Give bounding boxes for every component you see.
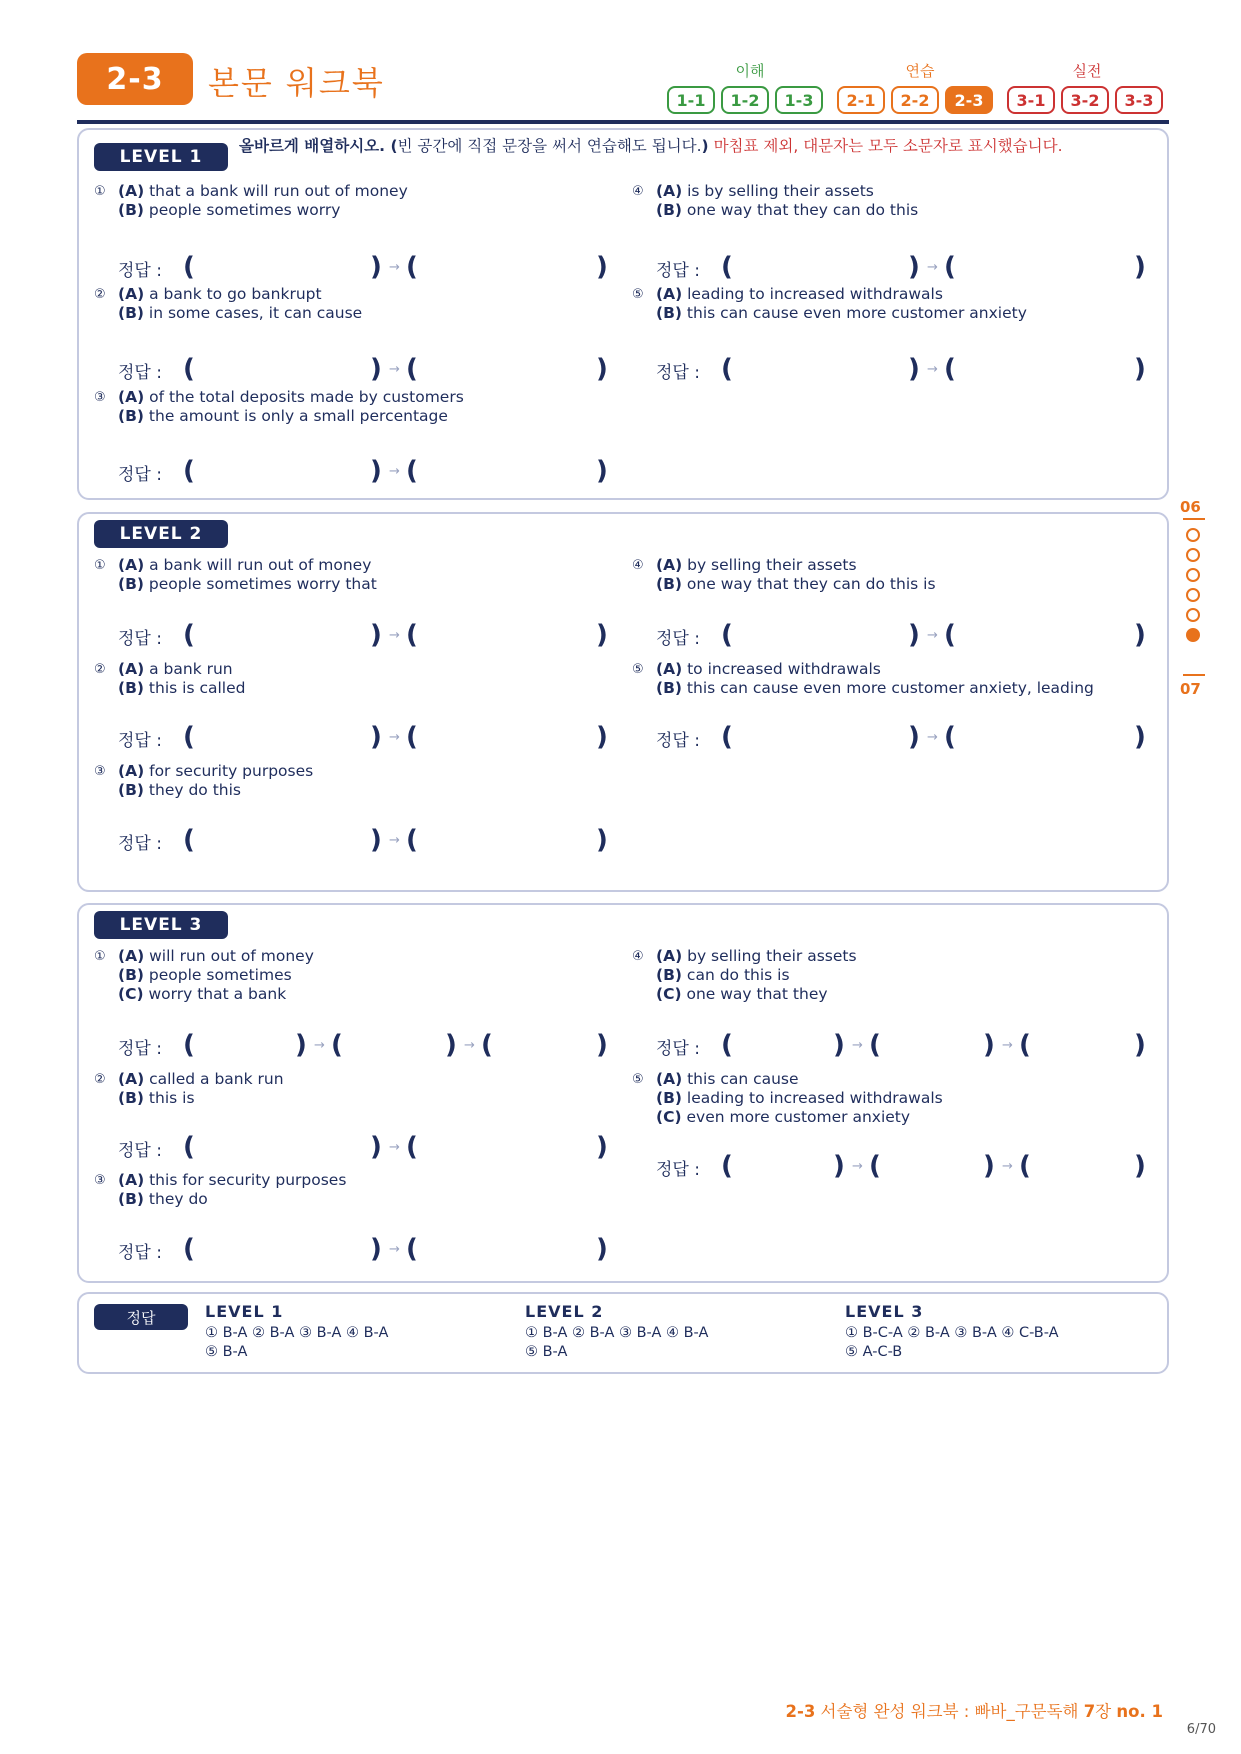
side-nav-rule: [1183, 674, 1205, 676]
l2-answer-1[interactable]: [118, 620, 618, 650]
question-number: ③: [94, 1173, 106, 1188]
close-paren: ): [1134, 722, 1146, 752]
stage-chip-1-3[interactable]: 1-3: [775, 86, 823, 114]
answer-key-title: LEVEL 3: [845, 1302, 924, 1321]
answer-key-level3: [845, 1302, 1155, 1362]
arrow-icon: →: [1002, 1038, 1013, 1053]
footer-chapter: 7: [1083, 1702, 1096, 1721]
close-paren: ): [370, 252, 382, 282]
arrow-icon: →: [852, 1159, 863, 1174]
open-paren: (: [944, 252, 956, 282]
option-a: (A) a bank will run out of money: [118, 556, 372, 574]
open-paren: (: [406, 825, 418, 855]
option-c: (C) even more customer anxiety: [656, 1108, 911, 1126]
option-a: (A) is by selling their assets: [656, 182, 874, 200]
unit-code-badge: 2-3: [77, 53, 193, 105]
option-a: (A) this for security purposes: [118, 1171, 347, 1189]
option-b: (B) this can cause even more customer anxiety, leading: [656, 679, 1094, 697]
open-paren: (: [406, 354, 418, 384]
option-b: (B) people sometimes: [118, 966, 292, 984]
question-number: ⑤: [632, 1072, 644, 1087]
arrow-icon: →: [927, 362, 938, 377]
option-a: (A) leading to increased withdrawals: [656, 285, 943, 303]
close-paren: ): [370, 1234, 382, 1264]
close-paren: ): [1134, 1030, 1146, 1060]
option-a: (A) a bank to go bankrupt: [118, 285, 322, 303]
instruction-part: 올바르게 배열하시오.: [239, 137, 386, 155]
l3-answer-5[interactable]: [656, 1151, 1156, 1181]
question-number: ③: [94, 764, 106, 779]
footer-number: no. 1: [1116, 1702, 1163, 1721]
option-a: (A) that a bank will run out of money: [118, 182, 408, 200]
l3-answer-3[interactable]: [118, 1234, 618, 1264]
answer-label: 정답 :: [118, 629, 162, 649]
open-paren: (: [944, 354, 956, 384]
open-paren: (: [944, 722, 956, 752]
close-paren: ): [983, 1151, 995, 1181]
open-paren: (: [721, 1151, 733, 1181]
l1-answer-3[interactable]: [118, 456, 618, 486]
answer-label: 정답 :: [118, 731, 162, 751]
close-paren: ): [596, 722, 608, 752]
instruction-text: [239, 136, 1149, 156]
open-paren: (: [183, 456, 195, 486]
answer-label: 정답 :: [118, 1141, 162, 1161]
answer-label: 정답 :: [118, 363, 162, 383]
question-number: ③: [94, 390, 106, 405]
l3-answer-4[interactable]: [656, 1030, 1156, 1060]
close-paren: ): [908, 252, 920, 282]
close-paren: ): [596, 456, 608, 486]
answer-key-line: ① B-A ② B-A ③ B-A ④ B-A: [525, 1325, 709, 1341]
open-paren: (: [406, 620, 418, 650]
stage-chip-2-2[interactable]: 2-2: [891, 86, 939, 114]
option-a: (A) a bank run: [118, 660, 233, 678]
option-a: (A) called a bank run: [118, 1070, 284, 1088]
option-b: (B) they do this: [118, 781, 241, 799]
arrow-icon: →: [389, 1140, 400, 1155]
open-paren: (: [183, 354, 195, 384]
close-paren: ): [370, 825, 382, 855]
answer-label: 정답 :: [656, 731, 700, 751]
open-paren: (: [721, 354, 733, 384]
stage-chip-3-2[interactable]: 3-2: [1061, 86, 1109, 114]
option-c: (C) one way that they: [656, 985, 828, 1003]
close-paren: ): [596, 1234, 608, 1264]
side-nav-dot[interactable]: [1186, 568, 1200, 582]
l1-answer-1[interactable]: [118, 252, 618, 282]
open-paren: (: [1019, 1030, 1031, 1060]
option-b: (B) people sometimes worry: [118, 201, 341, 219]
open-paren: (: [406, 1132, 418, 1162]
option-a: (A) will run out of money: [118, 947, 314, 965]
open-paren: (: [183, 252, 195, 282]
close-paren: ): [596, 1132, 608, 1162]
option-a: (A) to increased withdrawals: [656, 660, 881, 678]
stage-chip-1-1[interactable]: 1-1: [667, 86, 715, 114]
close-paren: ): [1134, 354, 1146, 384]
side-nav-top: 06: [1180, 498, 1201, 516]
option-a: (A) by selling their assets: [656, 947, 857, 965]
arrow-icon: →: [389, 833, 400, 848]
arrow-icon: →: [927, 260, 938, 275]
close-paren: ): [370, 456, 382, 486]
close-paren: ): [370, 354, 382, 384]
close-paren: ): [833, 1030, 845, 1060]
option-b: (B) one way that they can do this is: [656, 575, 936, 593]
option-b: (B) one way that they can do this: [656, 201, 919, 219]
question-number: ②: [94, 1072, 106, 1087]
side-nav-dot[interactable]: [1186, 548, 1200, 562]
answer-key-badge: 정답: [94, 1304, 188, 1330]
close-paren: ): [908, 354, 920, 384]
level3-badge: LEVEL 3: [94, 911, 228, 939]
arrow-icon: →: [927, 730, 938, 745]
arrow-icon: →: [464, 1038, 475, 1053]
close-paren: ): [370, 620, 382, 650]
question-number: ①: [94, 184, 106, 199]
close-paren: ): [596, 620, 608, 650]
answer-key-line: ① B-A ② B-A ③ B-A ④ B-A: [205, 1325, 389, 1341]
side-nav-dot-current[interactable]: [1186, 628, 1200, 642]
close-paren: ): [596, 825, 608, 855]
question-number: ⑤: [632, 287, 644, 302]
close-paren: ): [908, 620, 920, 650]
answer-label: 정답 :: [118, 1039, 162, 1059]
option-b: (B) in some cases, it can cause: [118, 304, 363, 322]
l2-answer-2[interactable]: [118, 722, 618, 752]
level2-panel: [77, 512, 1169, 892]
open-paren: (: [183, 1234, 195, 1264]
open-paren: (: [331, 1030, 343, 1060]
answer-label: 정답 :: [656, 1160, 700, 1180]
page-number: 6/70: [1186, 1722, 1216, 1737]
instruction-part: (: [385, 137, 398, 155]
instruction-part: ): [701, 137, 709, 155]
answer-key-line: ⑤ A-C-B: [845, 1344, 903, 1360]
arrow-icon: →: [852, 1038, 863, 1053]
open-paren: (: [1019, 1151, 1031, 1181]
level1-badge: LEVEL 1: [94, 143, 228, 171]
close-paren: ): [596, 252, 608, 282]
close-paren: ): [445, 1030, 457, 1060]
answer-label: 정답 :: [118, 834, 162, 854]
answer-label: 정답 :: [656, 261, 700, 281]
question-number: ②: [94, 662, 106, 677]
option-b: (B) the amount is only a small percentage: [118, 407, 448, 425]
stage-chip-3-3[interactable]: 3-3: [1115, 86, 1163, 114]
answer-label: 정답 :: [118, 465, 162, 485]
arrow-icon: →: [1002, 1159, 1013, 1174]
arrow-icon: →: [389, 362, 400, 377]
level3-panel: [77, 903, 1169, 1283]
question-number: ④: [632, 184, 644, 199]
question-number: ②: [94, 287, 106, 302]
option-b: (B) leading to increased withdrawals: [656, 1089, 943, 1107]
open-paren: (: [183, 620, 195, 650]
answer-label: 정답 :: [118, 261, 162, 281]
close-paren: ): [1134, 1151, 1146, 1181]
footer-code: 2-3: [785, 1702, 816, 1721]
close-paren: ): [1134, 252, 1146, 282]
answer-label: 정답 :: [118, 1243, 162, 1263]
stage-chip-3-1[interactable]: 3-1: [1007, 86, 1055, 114]
close-paren: ): [1134, 620, 1146, 650]
arrow-icon: →: [927, 628, 938, 643]
option-a: (A) by selling their assets: [656, 556, 857, 574]
l2-answer-3[interactable]: [118, 825, 618, 855]
option-b: (B) this is: [118, 1089, 195, 1107]
stage-label-understand: 이해: [735, 62, 765, 80]
answer-key-level1: [205, 1302, 515, 1362]
page-title: 본문 워크북: [208, 64, 385, 102]
open-paren: (: [406, 1234, 418, 1264]
answer-label: 정답 :: [656, 1039, 700, 1059]
side-nav-dot[interactable]: [1186, 588, 1200, 602]
close-paren: ): [596, 1030, 608, 1060]
option-b: (B) people sometimes worry that: [118, 575, 377, 593]
open-paren: (: [183, 1132, 195, 1162]
option-c: (C) worry that a bank: [118, 985, 287, 1003]
open-paren: (: [406, 722, 418, 752]
l1-answer-4[interactable]: [656, 252, 1156, 282]
level1-panel: [77, 128, 1169, 500]
level2-badge: LEVEL 2: [94, 520, 228, 548]
answer-key-title: LEVEL 2: [525, 1302, 604, 1321]
answer-key-line: ① B-C-A ② B-A ③ B-A ④ C-B-A: [845, 1325, 1059, 1341]
header-divider: [77, 120, 1169, 124]
question-number: ⑤: [632, 662, 644, 677]
open-paren: (: [721, 1030, 733, 1060]
answer-key-title: LEVEL 1: [205, 1302, 284, 1321]
stage-chip-2-3[interactable]: 2-3: [945, 86, 993, 114]
open-paren: (: [944, 620, 956, 650]
side-nav-bottom: 07: [1180, 680, 1201, 698]
l3-answer-1[interactable]: [118, 1030, 618, 1060]
question-number: ④: [632, 949, 644, 964]
arrow-icon: →: [314, 1038, 325, 1053]
open-paren: (: [406, 252, 418, 282]
stage-label-practice: 연습: [905, 62, 935, 80]
instruction-note: 마침표 제외, 대문자는 모두 소문자로 표시했습니다.: [708, 137, 1063, 155]
close-paren: ): [833, 1151, 845, 1181]
option-a: (A) this can cause: [656, 1070, 799, 1088]
option-b: (B) this can cause even more customer anxiety: [656, 304, 1027, 322]
close-paren: ): [596, 354, 608, 384]
answer-key-level2: [525, 1302, 835, 1362]
option-b: (B) can do this is: [656, 966, 790, 984]
question-number: ④: [632, 558, 644, 573]
option-a: (A) for security purposes: [118, 762, 314, 780]
option-a: (A) of the total deposits made by customers: [118, 388, 464, 406]
side-nav-dot[interactable]: [1186, 528, 1200, 542]
close-paren: ): [908, 722, 920, 752]
arrow-icon: →: [389, 730, 400, 745]
l1-answer-5[interactable]: [656, 354, 1156, 384]
open-paren: (: [183, 1030, 195, 1060]
answer-label: 정답 :: [656, 629, 700, 649]
footer-text: 서술형 완성 워크북 : 빠바_구문독해: [815, 1702, 1084, 1721]
close-paren: ): [295, 1030, 307, 1060]
open-paren: (: [869, 1151, 881, 1181]
footer-title: [786, 1698, 1164, 1722]
arrow-icon: →: [389, 260, 400, 275]
footer-text: 장: [1095, 1702, 1117, 1721]
open-paren: (: [869, 1030, 881, 1060]
side-nav-dot[interactable]: [1186, 608, 1200, 622]
stage-label-real: 실전: [1072, 62, 1102, 80]
answer-key-panel: [77, 1292, 1169, 1374]
side-nav-rule: [1183, 518, 1205, 520]
question-number: ①: [94, 558, 106, 573]
l2-answer-5[interactable]: [656, 722, 1156, 752]
answer-key-line: ⑤ B-A: [525, 1344, 568, 1360]
arrow-icon: →: [389, 628, 400, 643]
l1-answer-2[interactable]: [118, 354, 618, 384]
arrow-icon: →: [389, 1242, 400, 1257]
question-number: ①: [94, 949, 106, 964]
open-paren: (: [183, 722, 195, 752]
arrow-icon: →: [389, 464, 400, 479]
l3-answer-2[interactable]: [118, 1132, 618, 1162]
open-paren: (: [721, 722, 733, 752]
stage-chip-1-2[interactable]: 1-2: [721, 86, 769, 114]
stage-chip-2-1[interactable]: 2-1: [837, 86, 885, 114]
answer-key-line: ⑤ B-A: [205, 1344, 248, 1360]
close-paren: ): [370, 1132, 382, 1162]
option-b: (B) this is called: [118, 679, 246, 697]
option-b: (B) they do: [118, 1190, 208, 1208]
answer-label: 정답 :: [656, 363, 700, 383]
instruction-part: 빈 공간에 직접 문장을 써서 연습해도 됩니다.: [397, 137, 702, 155]
open-paren: (: [721, 252, 733, 282]
open-paren: (: [406, 456, 418, 486]
open-paren: (: [721, 620, 733, 650]
close-paren: ): [370, 722, 382, 752]
open-paren: (: [183, 825, 195, 855]
l2-answer-4[interactable]: [656, 620, 1156, 650]
close-paren: ): [983, 1030, 995, 1060]
open-paren: (: [481, 1030, 493, 1060]
